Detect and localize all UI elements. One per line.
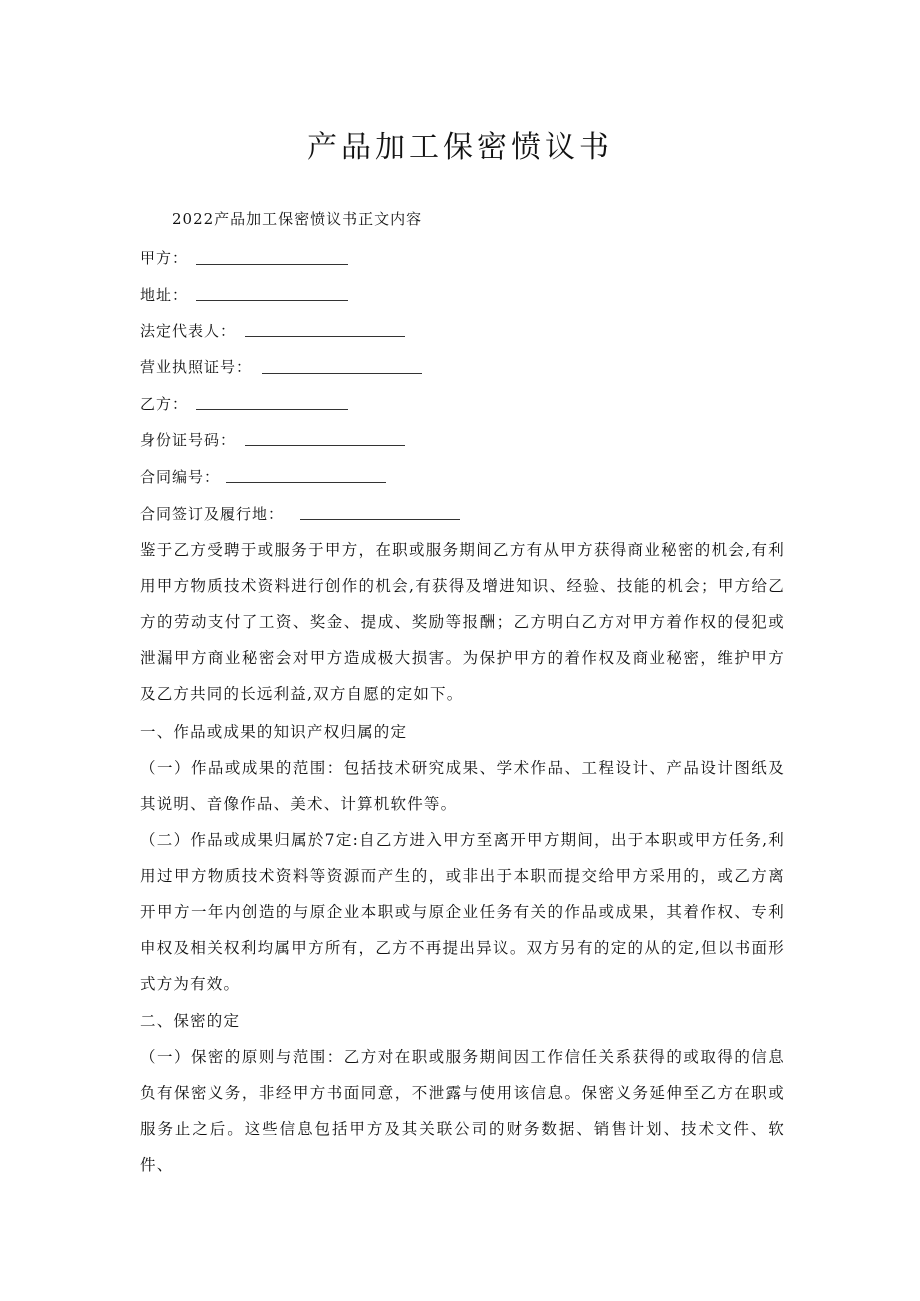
paragraph-text: 二、保密的定 bbox=[140, 1012, 241, 1030]
field-address bbox=[140, 284, 188, 305]
field-label: 营业执照证号： bbox=[140, 358, 253, 376]
field-party-a bbox=[140, 247, 188, 268]
blank-line-legal-rep bbox=[245, 336, 405, 337]
paragraph-2-1 bbox=[140, 1039, 785, 1183]
paragraph-text: （一）保密的原则与范围：乙方对在职或服务期间因工作信任关系获得的或取得的信息负有保密义务，非经甲方书面同意，不泄露与使用该信息。保密义务延伸至乙方在职或服务止之后。这些信息包括甲方及其关联公司的财务数据、销售计划、技术文件、软件、 bbox=[140, 1048, 785, 1174]
document-subtitle: 2022产品加工保密愤议书正文内容 bbox=[172, 210, 423, 228]
blank-line-address bbox=[196, 300, 348, 301]
section-heading-2 bbox=[140, 1003, 785, 1039]
field-party-b bbox=[140, 393, 188, 414]
field-label: 法定代表人： bbox=[140, 322, 237, 340]
blank-line-party-b bbox=[196, 409, 348, 410]
field-signing-place bbox=[140, 503, 284, 524]
field-legal-rep bbox=[140, 320, 236, 341]
document-title: 产品加工保密愤议书 bbox=[307, 130, 613, 165]
field-label: 乙方： bbox=[140, 395, 189, 413]
field-label: 身份证号码： bbox=[140, 431, 237, 449]
field-label: 地址： bbox=[140, 286, 189, 304]
paragraph-text: （一）作品或成果的范围：包括技术研究成果、学术作品、工程设计、产品设计图纸及其说明、音像作品、美术、计算机软件等。 bbox=[140, 759, 785, 813]
paragraph-text: 鉴于乙方受聘于或服务于甲方，在职或服务期间乙方有从甲方获得商业秘密的机会,有利用甲方物质技术资料进行创作的机会,有获得及增进知识、经验、技能的机会；甲方给乙方的劳动支付了工资、奖金、提成、奖励等报酬；乙方明白乙方对甲方着作权的侵犯或泄漏甲方商业秘密会对甲方造成极大损害。为保护甲方的着作权及商业秘密，维护甲方及乙方共同的长远利益,双方自愿的定如下。 bbox=[140, 541, 785, 703]
paragraph-text: 一、作品或成果的知识产权归属的定 bbox=[140, 723, 408, 741]
blank-line-contract-no bbox=[226, 482, 386, 483]
field-label: 合同编号： bbox=[140, 468, 221, 486]
section-heading-1 bbox=[140, 714, 785, 750]
blank-line-signing-place bbox=[300, 519, 460, 520]
field-license-no bbox=[140, 356, 252, 377]
paragraph-text: （二）作品或成果归属於7定:自乙方进入甲方至离开甲方期间，出于本职或甲方任务,利用过甲方物质技术资料等资源而产生的，或非出于本职而提交给甲方采用的，或乙方离开甲方一年内创造的与原企业本职或与原企业任务有关的作品或成果，其着作权、专利申权及相关权利均属甲方所有，乙方不再提出异议。双方另有的定的从的定,但以书面形式方为有效。 bbox=[140, 831, 785, 993]
paragraph-1-1 bbox=[140, 750, 785, 822]
blank-line-license-no bbox=[262, 373, 422, 374]
paragraph-preamble bbox=[140, 532, 785, 714]
field-label: 甲方： bbox=[140, 249, 189, 267]
blank-line-id-number bbox=[245, 445, 405, 446]
blank-line-party-a bbox=[196, 264, 348, 265]
paragraph-1-2 bbox=[140, 822, 785, 1002]
field-label: 合同签订及履行地： bbox=[140, 505, 285, 523]
field-contract-no bbox=[140, 466, 220, 487]
field-id-number bbox=[140, 429, 236, 450]
